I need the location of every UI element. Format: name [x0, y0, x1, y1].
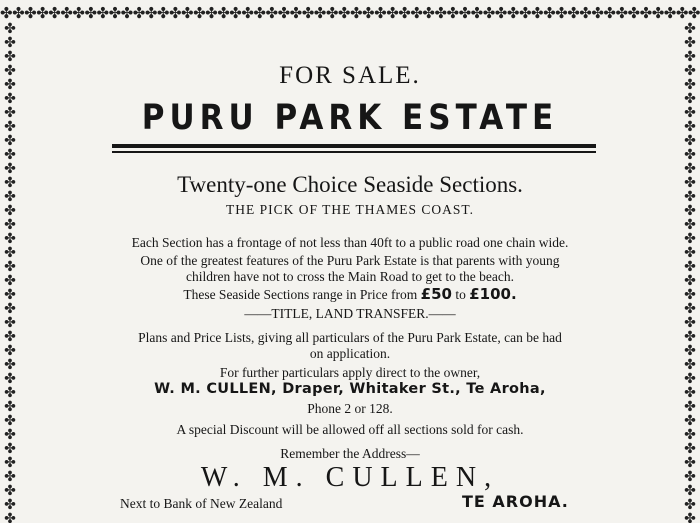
- advertisement: [22, 26, 678, 523]
- phone-number: Phone 2 or 128.: [307, 401, 393, 416]
- tagline: THE PICK OF THE THAMES COAST.: [225, 202, 475, 217]
- ornamental-border-top: ✤✤✤✤✤✤✤✤✤✤✤✤✤✤✤✤✤✤✤✤✤✤✤✤✤✤✤✤✤✤✤✤✤✤✤✤✤✤✤✤✤✤✤✤✤✤✤✤✤✤✤✤✤✤✤✤✤✤: [0, 4, 700, 22]
- price-prefix: These Seaside Sections range in Price from: [183, 287, 418, 302]
- remember-text: Remember the Address—: [280, 446, 420, 461]
- plans-text-line2: on application.: [309, 346, 391, 361]
- feature-text-line1: One of the greatest features of the Puru Park Estate is that parents with young: [140, 253, 560, 268]
- plans-text-line1: Plans and Price Lists, giving all particulars of the Puru Park Estate, can be had: [138, 330, 562, 345]
- apply-text: For further particulars apply direct to the owner,: [219, 365, 481, 380]
- ornamental-border-left: ✤ ✤ ✤ ✤ ✤ ✤ ✤ ✤ ✤ ✤ ✤ ✤ ✤ ✤ ✤ ✤ ✤ ✤ ✤ ✤ ✤ ✤ ✤ ✤ ✤ ✤ ✤ ✤ ✤ ✤ ✤ ✤ ✤ ✤ ✤ ✤: [4, 22, 16, 523]
- town-name: TE AROHA.: [462, 492, 569, 511]
- title-rule-thin: [112, 151, 596, 153]
- price-to: to: [455, 287, 466, 302]
- title-land-transfer: ——TITLE, LAND TRANSFER.——: [244, 306, 456, 321]
- owner-name-large: W. M. CULLEN,: [200, 462, 500, 493]
- feature-text-line2: children have not to cross the Main Road to get to the beach.: [185, 269, 515, 284]
- price-high: £100.: [469, 285, 517, 303]
- frontage-text: Each Section has a frontage of not less than 40ft to a public road one chain wide.: [131, 235, 569, 250]
- discount-text: A special Discount will be allowed off all sections sold for cash.: [176, 422, 524, 437]
- price-range: [22, 285, 678, 303]
- estate-title: PURU PARK ESTATE: [141, 97, 559, 139]
- title-rule-thick: [112, 144, 596, 148]
- for-sale-heading: FOR SALE.: [279, 62, 421, 89]
- owner-address: W. M. CULLEN, Draper, Whitaker St., Te Aroha,: [154, 381, 546, 397]
- price-low: £50: [420, 285, 452, 303]
- sections-subtitle: Twenty-one Choice Seaside Sections.: [177, 172, 523, 197]
- ornamental-border-right: ✤ ✤ ✤ ✤ ✤ ✤ ✤ ✤ ✤ ✤ ✤ ✤ ✤ ✤ ✤ ✤ ✤ ✤ ✤ ✤ ✤ ✤ ✤ ✤ ✤ ✤ ✤ ✤ ✤ ✤ ✤ ✤ ✤ ✤ ✤ ✤: [684, 22, 696, 523]
- bank-location: Next to Bank of New Zealand: [120, 496, 283, 511]
